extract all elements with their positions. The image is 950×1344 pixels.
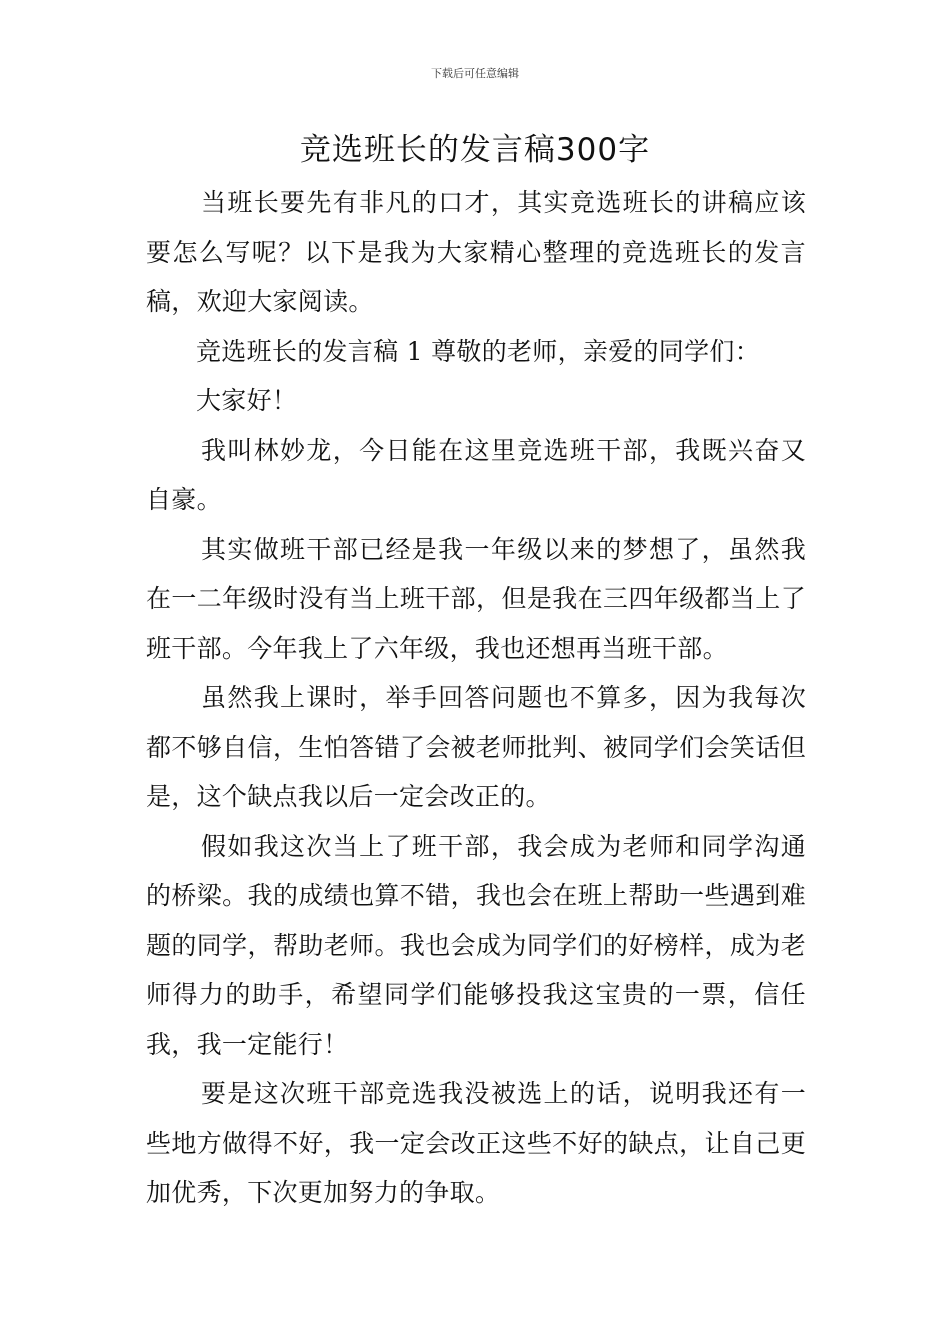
paragraph-promise: 假如我这次当上了班干部，我会成为老师和同学沟通的桥梁。我的成绩也算不错，我也会在班上帮助一些遇到难题的同学，帮助老师。我也会成为同学们的好榜样，成为老师得力的助手，希望同学们能够投我这宝贵的一票，信任我，我一定能行！ bbox=[146, 831, 806, 1059]
paragraph-closing: 要是这次班干部竞选我没被选上的话，说明我还有一些地方做得不好，我一定会改正这些不好的缺点，让自己更加优秀，下次更加努力的争取。 bbox=[146, 1079, 806, 1207]
document-title: 竞选班长的发言稿300字 bbox=[299, 132, 651, 168]
paragraph-greeting: 大家好！ bbox=[196, 386, 298, 415]
paragraph-shortcoming: 虽然我上课时，举手回答问题也不算多，因为我每次都不够自信，生怕答错了会被老师批判、被同学们会笑话但是，这个缺点我以后一定会改正的。 bbox=[146, 683, 806, 811]
paragraph-salutation: 竞选班长的发言稿 1 尊敬的老师，亲爱的同学们： bbox=[196, 336, 761, 366]
paragraph-self-intro: 我叫林妙龙，今日能在这里竞选班干部，我既兴奋又自豪。 bbox=[146, 435, 806, 514]
header-note: 下载后可任意编辑 bbox=[431, 67, 519, 80]
paragraph-dream: 其实做班干部已经是我一年级以来的梦想了，虽然我在一二年级时没有当上班干部，但是我在三四年级都当上了班干部。今年我上了六年级，我也还想再当班干部。 bbox=[146, 534, 806, 663]
document-body bbox=[146, 178, 806, 1218]
paragraph-intro: 当班长要先有非凡的口才，其实竞选班长的讲稿应该要怎么写呢？以下是我为大家精心整理的竞选班长的发言稿，欢迎大家阅读。 bbox=[146, 188, 806, 316]
